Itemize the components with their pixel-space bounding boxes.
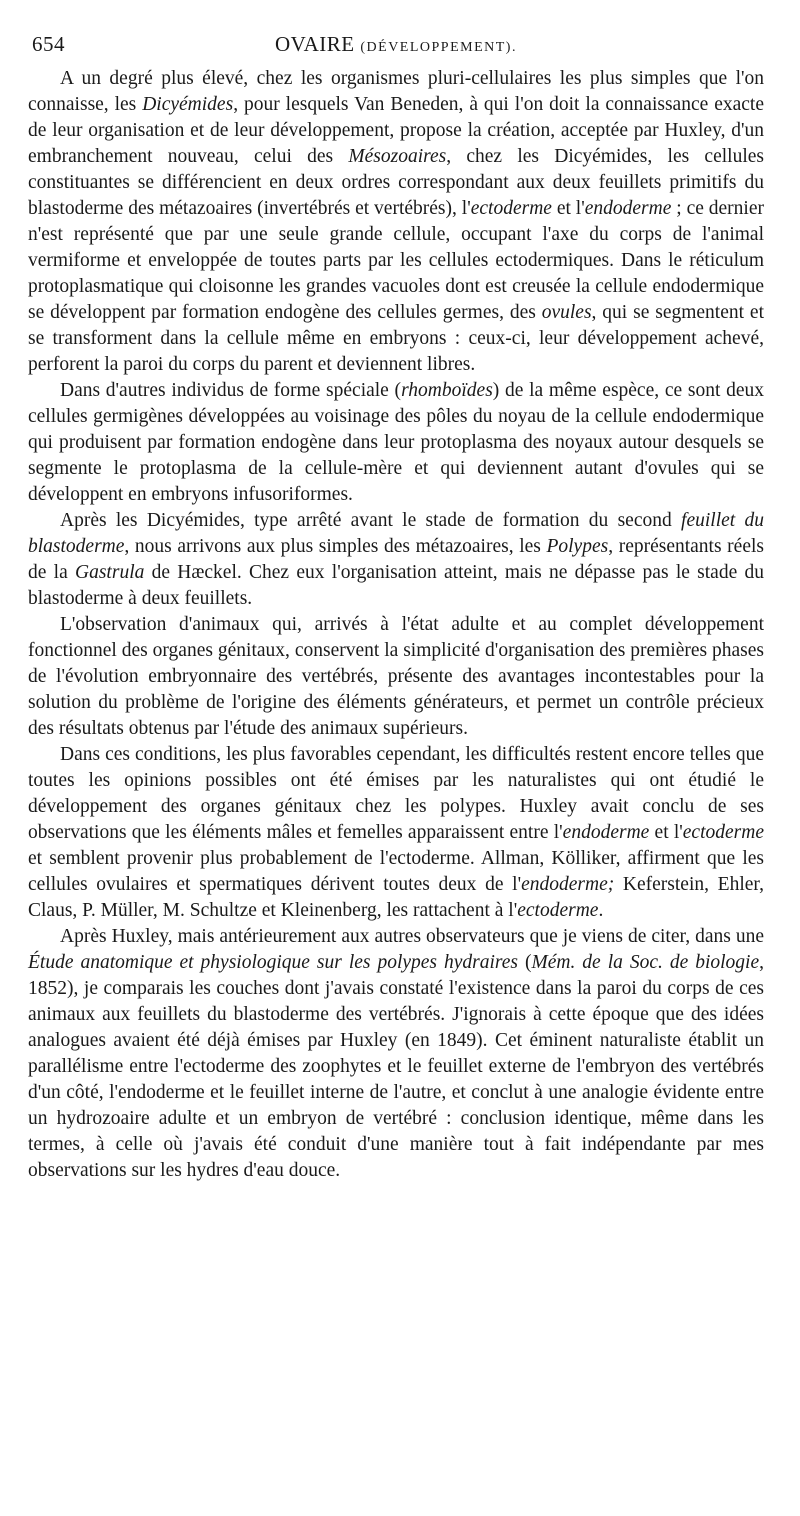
text-run: L'observation d'animaux qui, arrivés à l'état adulte et au complet développement fonctionnel des organes génitaux, conservent la simplicité d'organisation des premières phases de l'évolution embryonnaire des vertébrés, présente des avantages incontestables pour la solution du problème de l'origine des éléments générateurs, et permet un contrôle précieux des résultats obtenus par l'étude des animaux supérieurs. <box>28 614 764 739</box>
italic-run: feuillet du blastoderme <box>28 510 764 557</box>
page-number: 654 <box>32 32 65 56</box>
paragraph-1 <box>28 66 764 378</box>
paragraph-4 <box>28 612 764 742</box>
body-text <box>28 66 764 1184</box>
italic-run: ectoderme <box>470 198 552 219</box>
paragraph-6 <box>28 924 764 1184</box>
text-run: de Hæckel. Chez eux l'organisation atteint, mais ne dépasse pas le stade du blastoderme à deux feuillets. <box>28 562 764 609</box>
paragraph-3 <box>28 508 764 612</box>
text-run: ; ce dernier n'est représenté que par une seule grande cellule, occupant l'axe du corps de l'animal vermiforme et enveloppée de toutes parts par les cellules ectodermiques. Dans le réticulum protoplasmatique qui cloisonne les grandes vacuoles dont est creusée la cellule endodermique se développent par formation endogène des cellules germes, des <box>28 198 764 323</box>
text-run: , représentants réels de la <box>28 536 764 583</box>
paragraph-5 <box>28 742 764 924</box>
italic-run: rhomboïdes <box>401 380 493 401</box>
italic-run: ovules <box>541 302 592 323</box>
text-run: , qui se segmentent et se transforment dans la cellule même en embryons : ceux-ci, leur développement achevé, perforent la paroi du corps du parent et deviennent libres. <box>28 302 764 375</box>
text-run: ) de la même espèce, ce sont deux cellules germigènes développées au voisinage des pôles du noyau de la cellule endodermique qui produisent par formation endogène dans leur protoplasma des noyaux autour desquels se segmente le protoplasma de la cellule-mère et qui deviennent autant d'ovules qui se développent en embryons infusoriformes. <box>28 380 764 505</box>
text-run: ( <box>518 952 532 973</box>
text-run: Après les Dicyémides, type arrêté avant le stade de formation du second <box>60 510 682 531</box>
italic-run: ectoderme <box>682 822 764 843</box>
italic-run: endoderme <box>584 198 672 219</box>
text-run: et l' <box>551 198 585 219</box>
italic-run: endoderme <box>562 822 650 843</box>
italic-run: Étude anatomique et physiologique sur les polypes hydraires <box>28 952 519 973</box>
text-run: Dans ces conditions, les plus favorables cependant, les difficultés restent encore telles que toutes les opinions possibles ont été émises par les naturalistes qui ont étudié le développement des organes génitaux chez les polypes. Huxley avait conclu de ses observations que les éléments mâles et femelles apparaissent entre l' <box>28 744 764 843</box>
italic-run: endoderme; <box>521 874 615 895</box>
italic-run: Dicyémides <box>142 94 234 115</box>
running-title <box>28 32 764 57</box>
text-run: A un degré plus élevé, chez les organismes pluri-cellulaires les plus simples que l'on connaisse, les <box>28 68 764 115</box>
text-run: Keferstein, Ehler, Claus, P. Müller, M. Schultze et Kleinenberg, les rattachent à l' <box>28 874 764 921</box>
running-title-sub: (DÉVELOPPEMENT). <box>360 40 517 55</box>
text-run: , chez les Dicyémides, les cellules constituantes se différencient en deux ordres correspondant aux deux feuillets primitifs du blastoderme des métazoaires (invertébrés et vertébrés), l' <box>28 146 764 219</box>
text-run: , 1852), je comparais les couches dont j'avais constaté l'existence dans la paroi du corps de ces animaux aux feuillets du blastoderme des vertébrés. J'ignorais à cette époque que des idées analogues avaient été déjà émises par Huxley (en 1849). Cet éminent naturaliste établit un parallélisme entre l'ectoderme des zoophytes et le feuillet externe de l'embryon des vertébrés d'un côté, l'endoderme et le feuillet interne de l'autre, et conclut à une analogie évidente entre un hydrozoaire adulte et un embryon de vertébré : conclusion identique, même dans les termes, à celle où j'avais été conduit d'une manière tout à fait indépendante par mes observations sur les hydres d'eau douce. <box>28 952 764 1181</box>
paragraph-2 <box>28 378 764 508</box>
running-title-main: OVAIRE <box>275 32 355 56</box>
text-run: , nous arrivons aux plus simples des métazoaires, les <box>124 536 547 557</box>
italic-run: ectoderme <box>517 900 599 921</box>
text-run: et semblent provenir plus probablement de l'ectoderme. Allman, Kölliker, affirment que les cellules ovulaires et spermatiques dérivent toutes deux de l' <box>28 848 764 895</box>
text-run: . <box>598 900 604 921</box>
text-run: Après Huxley, mais antérieurement aux autres observateurs que je viens de citer, dans une <box>60 926 764 947</box>
text-run: Dans d'autres individus de forme spéciale ( <box>60 380 402 401</box>
italic-run: Gastrula <box>75 562 145 583</box>
italic-run: Mésozoaires <box>348 146 447 167</box>
running-head <box>28 30 764 60</box>
italic-run: Mém. de la Soc. de biologie <box>531 952 760 973</box>
italic-run: Polypes <box>546 536 609 557</box>
text-run: , pour lesquels Van Beneden, à qui l'on doit la connaissance exacte de leur organisation et de leur développement, propose la création, acceptée par Huxley, d'un embranchement nouveau, celui des <box>28 94 764 167</box>
text-run: et l' <box>649 822 683 843</box>
